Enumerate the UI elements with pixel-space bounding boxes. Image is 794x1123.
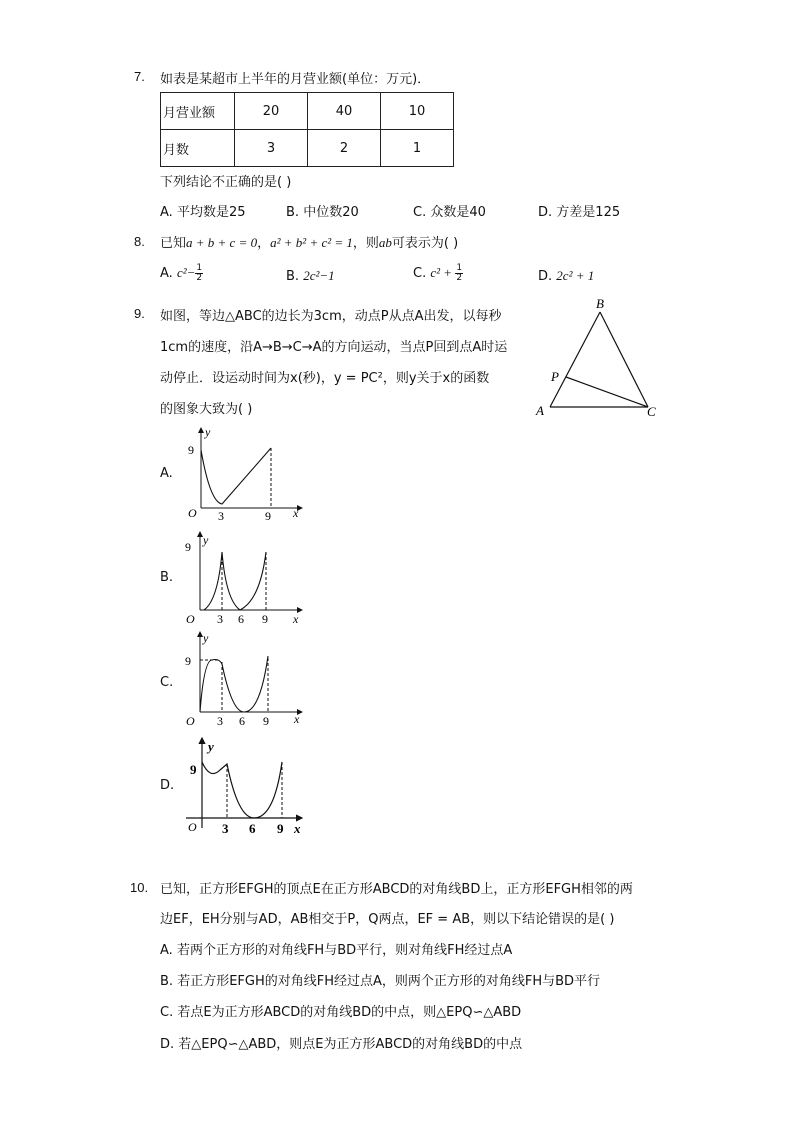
y-tick: 9 — [185, 540, 191, 554]
q9-graph-d[interactable] — [182, 734, 307, 840]
q8-option-d[interactable] — [538, 268, 594, 284]
option-label: A. — [160, 266, 173, 281]
x-label: x — [294, 821, 301, 836]
q8-number: 8. — [134, 234, 145, 249]
y-tick: 9 — [188, 443, 194, 457]
table-row — [161, 93, 454, 130]
q9-option-d-label[interactable]: D. — [160, 778, 175, 793]
x-tick: 9 — [265, 509, 271, 523]
q9-line1: 如图，等边△ABC的边长为3cm，动点P从点A出发，以每秒 — [160, 309, 502, 324]
table-cell: 40 — [308, 93, 381, 130]
option-expr: c² + — [430, 265, 456, 280]
label-p: P — [551, 369, 559, 384]
option-label: A. — [160, 205, 173, 220]
option-label: D. — [538, 205, 553, 220]
q10-option-d[interactable] — [160, 1033, 522, 1052]
side-bc — [600, 312, 648, 407]
q9-line3: 动停止．设运动时间为x(秒)，y = PC²，则y关于x的函数 — [160, 371, 490, 386]
option-label: B. — [160, 974, 174, 989]
q10-option-b[interactable] — [160, 970, 600, 989]
label-b: B — [596, 296, 604, 311]
q10-line2: 边EF，EH分别与AD，AB相交于P，Q两点，EF = AB，则以下结论错误的是( ) — [160, 912, 615, 927]
curve — [200, 656, 268, 712]
x-tick: 6 — [249, 821, 256, 836]
table-cell: 2 — [308, 130, 381, 167]
q7-table — [160, 92, 454, 167]
table-cell: 10 — [381, 93, 454, 130]
table-header-cell: 月营业额 — [161, 93, 235, 130]
q9-option-a-label[interactable]: A. — [160, 466, 173, 481]
option-text: 若两个正方形的对角线FH与BD平行，则对角线FH经过点A — [176, 943, 513, 958]
option-label: C. — [413, 266, 427, 281]
curve — [201, 448, 271, 504]
curve — [204, 552, 266, 610]
y-tick: 9 — [185, 654, 191, 668]
option-text: 若点E为正方形ABCD的对角线BD的中点，则△EPQ∽△ABD — [177, 1005, 522, 1020]
option-text: 中位数20 — [303, 205, 359, 220]
q8-stem-suffix: 可表示为( ) — [391, 236, 459, 251]
q10-number: 10. — [130, 880, 149, 895]
option-label: B. — [286, 269, 300, 284]
label-c: C — [647, 404, 656, 419]
option-label: A. — [160, 943, 173, 958]
q7-follow: 下列结论不正确的是( ) — [160, 175, 292, 190]
option-label: D. — [538, 269, 553, 284]
x-tick: 6 — [239, 714, 245, 728]
q9-graph-c[interactable] — [182, 630, 307, 730]
x-label: x — [293, 506, 299, 520]
q7-number: 7. — [134, 69, 145, 84]
label-a: A — [536, 403, 544, 418]
q7-stem: 如表是某超市上半年的月营业额(单位：万元)． — [160, 72, 431, 87]
y-label: y — [208, 739, 214, 754]
option-text: 若△EPQ∽△ABD，则点E为正方形ABCD的对角线BD的中点 — [178, 1037, 523, 1052]
q9-number: 9. — [134, 306, 145, 321]
origin-label: O — [186, 714, 195, 728]
q7-option-a[interactable] — [160, 201, 245, 220]
table-cell: 20 — [235, 93, 308, 130]
option-text: 众数是40 — [430, 205, 486, 220]
q9-graph-b[interactable] — [182, 530, 307, 630]
option-label: B. — [286, 205, 300, 220]
q7-option-c[interactable] — [413, 201, 486, 220]
q8-stem-mid: ，则 — [352, 236, 379, 251]
q9-graph-a[interactable] — [182, 424, 307, 524]
option-text: 平均数是25 — [176, 205, 246, 220]
x-tick: 9 — [263, 714, 269, 728]
origin-label: O — [188, 506, 197, 520]
table-header-cell: 月数 — [161, 130, 235, 167]
origin-label: O — [186, 612, 195, 626]
triangle-figure — [530, 295, 670, 425]
option-label: D. — [160, 1037, 175, 1052]
x-label: x — [293, 612, 299, 626]
q9-line2: 1cm的速度，沿A→B→C→A的方向运动，当点P回到点A时运 — [160, 340, 508, 355]
origin-label: O — [188, 820, 197, 834]
option-label: C. — [413, 205, 427, 220]
q8-option-a[interactable] — [160, 264, 203, 283]
x-tick: 9 — [262, 612, 268, 626]
q8-stem — [160, 232, 458, 251]
option-label: C. — [160, 1005, 174, 1020]
q7-option-d[interactable] — [538, 201, 620, 220]
x-tick: 3 — [217, 612, 223, 626]
option-expr: 2c²−1 — [303, 268, 335, 283]
y-tick: 9 — [190, 762, 197, 777]
x-tick: 3 — [217, 714, 223, 728]
q8-eq2: a² + b² + c² = 1 — [270, 235, 353, 250]
y-label: y — [203, 533, 209, 547]
x-label: x — [294, 712, 300, 726]
q8-option-b[interactable] — [286, 268, 335, 284]
curve — [202, 762, 282, 818]
option-expr: 2c² + 1 — [556, 268, 595, 283]
x-tick: 9 — [277, 821, 284, 836]
q10-option-c[interactable] — [160, 1001, 521, 1020]
q8-sep: ， — [257, 236, 271, 251]
x-tick: 3 — [218, 509, 224, 523]
option-text: 若正方形EFGH的对角线FH经过点A，则两个正方形的对角线FH与BD平行 — [177, 974, 601, 989]
fraction: $\frac{1}{2}$ — [196, 263, 203, 283]
q7-option-b[interactable] — [286, 201, 359, 220]
q9-option-c-label[interactable]: C. — [160, 675, 174, 690]
y-label: y — [203, 631, 209, 645]
option-expr: c²− — [176, 265, 196, 280]
q9-line4: 的图象大致为( ) — [160, 402, 253, 417]
q8-var: ab — [378, 235, 392, 250]
q8-option-c[interactable] — [413, 264, 463, 283]
side-ab — [550, 312, 600, 407]
q10-option-a[interactable] — [160, 939, 512, 958]
table-row — [161, 130, 454, 167]
fraction: $\frac{1}{2}$ — [456, 263, 463, 283]
table-cell: 1 — [381, 130, 454, 167]
table-cell: 3 — [235, 130, 308, 167]
option-text: 方差是125 — [556, 205, 621, 220]
x-tick: 3 — [222, 821, 229, 836]
q8-eq1: a + b + c = 0 — [186, 235, 258, 250]
x-tick: 6 — [238, 612, 244, 626]
q8-stem-prefix: 已知 — [160, 236, 187, 251]
q10-line1: 已知，正方形EFGH的顶点E在正方形ABCD的对角线BD上，正方形EFGH相邻的两 — [160, 882, 633, 897]
q9-option-b-label[interactable]: B. — [160, 570, 174, 585]
y-label: y — [205, 425, 211, 439]
